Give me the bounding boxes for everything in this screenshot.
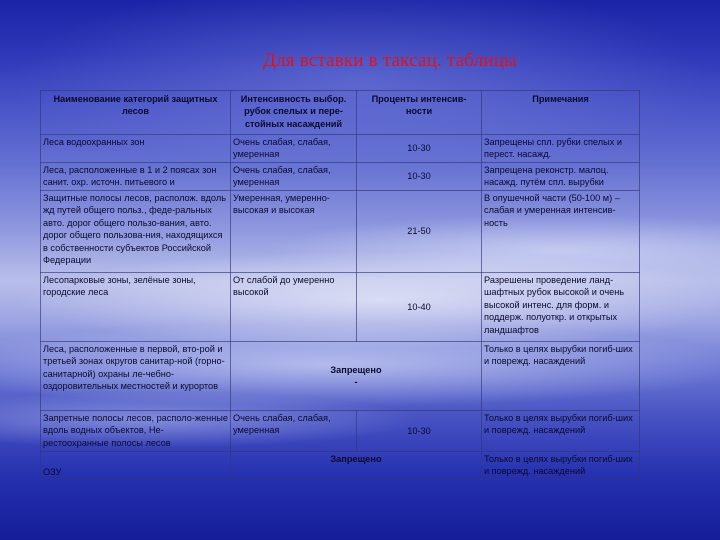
- table-row: [41, 342, 640, 411]
- cell-category: Лесопарковые зоны, зелёные зоны, городские леса: [41, 273, 231, 342]
- table-header-row: [41, 91, 640, 135]
- cell-intensity: Очень слабая, слабая, умеренная: [231, 411, 357, 452]
- cell-intensity: Умеренная, умеренно-высокая и высокая: [231, 191, 357, 273]
- forbidden-sub: -: [354, 377, 358, 387]
- cell-intensity: Очень слабая, слабая, умеренная: [231, 135, 357, 163]
- table-row: [41, 163, 640, 191]
- header-intensity: Интенсивность выбор. рубок спелых и пере-стойных насаждений: [231, 91, 357, 135]
- cell-category: Леса водоохранных зон: [41, 135, 231, 163]
- slide-title: Для вставки в таксац. таблицы: [262, 50, 518, 71]
- header-category: Наименование категорий защитных лесов: [41, 91, 231, 135]
- cell-note: Только в целях вырубки погиб-ших и поврежд. насаждений: [482, 411, 640, 452]
- cell-note: Запрещена реконстр. малоц. насажд. путём спл. вырубки: [482, 163, 640, 191]
- cell-category: Запретные полосы лесов, располо-женные вдоль водных объектов, Не-рестоохранные полосы лесов: [41, 411, 231, 452]
- cell-note: Разрешены проведение ланд-шафтных рубок высокой и очень высокой интенс. для форм. и поддерж. полуоткр. и открытых ландшафтов: [482, 273, 640, 342]
- table-row: [41, 273, 640, 342]
- cell-note: Только в целях вырубки погиб-ших и поврежд. насаждений: [482, 452, 640, 480]
- header-notes: Примечания: [482, 91, 640, 135]
- cell-category: ОЗУ: [41, 452, 231, 480]
- table-row: [41, 135, 640, 163]
- cell-percent: 10-30: [357, 411, 482, 452]
- table-row: [41, 191, 640, 273]
- cell-forbidden: [231, 342, 482, 411]
- cell-note: В опушечной части (50-100 м) – слабая и умеренная интенсив-ность: [482, 191, 640, 273]
- cell-percent: 10-40: [357, 273, 482, 342]
- cell-percent: 21-50: [357, 191, 482, 273]
- cell-percent: 10-30: [357, 135, 482, 163]
- forbidden-label: Запрещено: [330, 364, 382, 375]
- cell-category: Леса, расположенные в 1 и 2 поясах зон санит. охр. источн. питьевого и: [41, 163, 231, 191]
- table-row: [41, 411, 640, 452]
- cell-intensity: От слабой до умеренно высокой: [231, 273, 357, 342]
- cell-forbidden: Запрещено: [231, 452, 482, 480]
- cell-category: Леса, расположенные в первой, вто-рой и третьей зонах округов санитар-ной (горно-санитарной) охраны ле-чебно-оздоровительных местностей и курортов: [41, 342, 231, 411]
- cell-percent: 10-30: [357, 163, 482, 191]
- table-row: [41, 452, 640, 480]
- cell-note: Только в целях вырубки погиб-ших и поврежд. насаждений: [482, 342, 640, 411]
- header-percent: Проценты интенсив-ности: [357, 91, 482, 135]
- forest-categories-table: [40, 90, 640, 480]
- cell-intensity: Очень слабая, слабая, умеренная: [231, 163, 357, 191]
- cell-note: Запрещены спл. рубки спелых и перест. насажд.: [482, 135, 640, 163]
- cell-category: Защитные полосы лесов, располож. вдоль жд путей общего польз., феде-ральных авто. дорог общего пользо-вания, авто. дорог общего пользова-ния, находящихся в собственности субъектов Российской Федерации: [41, 191, 231, 273]
